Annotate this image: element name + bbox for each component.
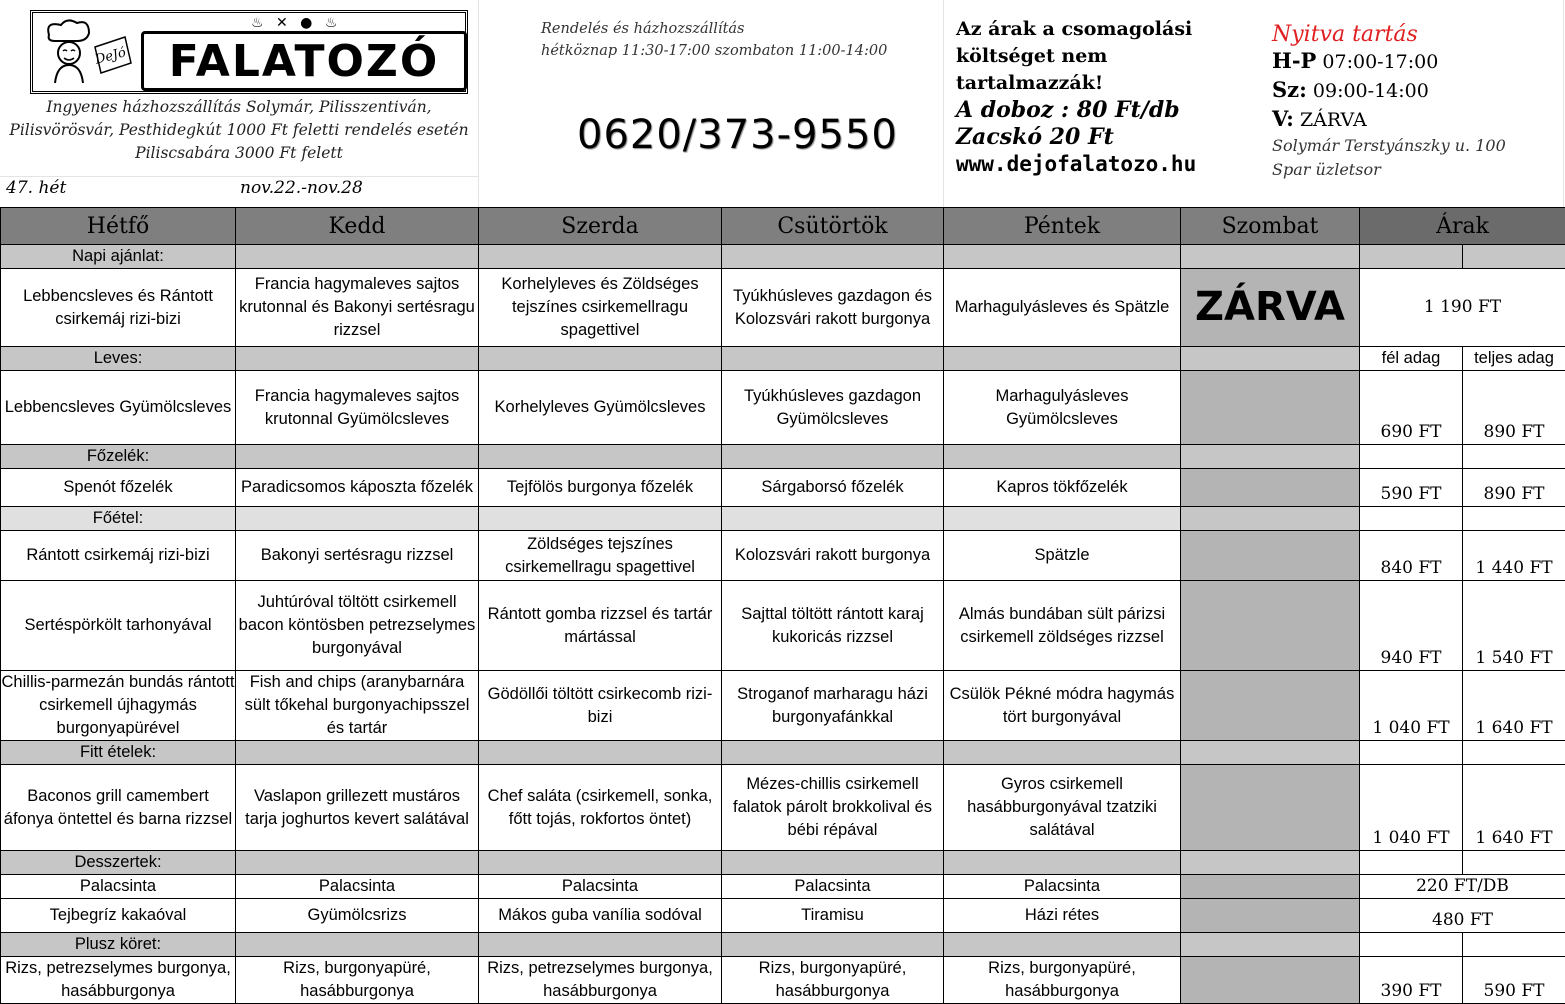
hours-day: H-P — [1272, 48, 1316, 73]
menu-item: Tiramisu — [722, 899, 944, 933]
hours-time: ZÁRVA — [1300, 109, 1367, 131]
menu-item: Tyúkhúsleves gazdagon Gyümölcsleves — [722, 371, 944, 445]
half-price: 1 040 FT — [1360, 671, 1463, 741]
opening-hours-title: Nyitva tartás — [1272, 22, 1506, 47]
menu-item: Francia hagymaleves sajtos krutonnal Gyümölcsleves — [236, 371, 479, 445]
menu-item: Gödöllői töltött csirkecomb rizi-bizi — [479, 671, 722, 741]
hours-time: 09:00-14:00 — [1313, 80, 1429, 102]
full-price: 1 540 FT — [1463, 581, 1565, 671]
menu-row — [1, 469, 1565, 507]
hours-row — [1272, 76, 1506, 105]
grid-line — [943, 0, 944, 207]
menu-item: Paradicsomos káposzta főzelék — [236, 469, 479, 507]
section-label: Napi ajánlat: — [1, 245, 236, 269]
menu-row — [1, 269, 1565, 347]
section-label: Főétel: — [1, 507, 236, 531]
menu-item: Mákos guba vanília sodóval — [479, 899, 722, 933]
section-row — [1, 933, 1565, 957]
menu-item: Gyümölcsrizs — [236, 899, 479, 933]
day-header: Hétfő — [1, 208, 236, 245]
packaging-note-line: költséget nem — [956, 43, 1196, 70]
menu-item: Juhtúróval töltött csirkemell bacon köntösben petrezselymes burgonyával — [236, 581, 479, 671]
menu-item: Lebbencsleves Gyümölcsleves — [1, 371, 236, 445]
menu-item: Fish and chips (aranybarnára sült tőkehal burgonyachipsszel és tartár — [236, 671, 479, 741]
menu-row — [1, 765, 1565, 851]
menu-item: Gyros csirkemell hasábburgonyával tzatziki salátával — [944, 765, 1181, 851]
menu-item: Rántott gomba rizzsel és tartár mártással — [479, 581, 722, 671]
order-title: Rendelés és házhozszállítás — [541, 18, 887, 40]
packaging-note — [956, 16, 1196, 178]
half-price: 590 FT — [1360, 469, 1463, 507]
menu-item: Stroganof marharagu házi burgonyafánkkal — [722, 671, 944, 741]
prices-header: Árak — [1360, 208, 1565, 245]
menu-item: Rizs, burgonyapüré, hasábburgonya — [236, 957, 479, 1004]
menu-item: Bakonyi sertésragu rizzsel — [236, 531, 479, 581]
weekly-menu-table — [0, 207, 1565, 1004]
menu-item: Palacsinta — [236, 875, 479, 899]
menu-item: Kapros tökfőzelék — [944, 469, 1181, 507]
hours-row — [1272, 105, 1506, 134]
menu-item: Palacsinta — [1, 875, 236, 899]
packaging-note-line: Az árak a csomagolási — [956, 16, 1196, 43]
half-price: 690 FT — [1360, 371, 1463, 445]
saturday-cell — [1181, 957, 1360, 1004]
day-header: Kedd — [236, 208, 479, 245]
full-price: 1 640 FT — [1463, 765, 1565, 851]
menu-item: Francia hagymaleves sajtos krutonnal és Bakonyi sertésragu rizzsel — [236, 269, 479, 347]
saturday-cell — [1181, 581, 1360, 671]
menu-item: Spätzle — [944, 531, 1181, 581]
section-row — [1, 347, 1565, 371]
grid-line — [0, 176, 478, 177]
half-portion-label: fél adag — [1360, 347, 1463, 371]
full-portion-label: teljes adag — [1463, 347, 1565, 371]
menu-row — [1, 899, 1565, 933]
full-price: 890 FT — [1463, 371, 1565, 445]
menu-item: Csülök Pékné módra hagymás tört burgonyával — [944, 671, 1181, 741]
phone-number: 0620/373-9550 — [577, 112, 898, 158]
price: 480 FT — [1360, 899, 1565, 933]
menu-item: Tejfölös burgonya főzelék — [479, 469, 722, 507]
section-row — [1, 445, 1565, 469]
menu-item: Marhagulyásleves és Spätzle — [944, 269, 1181, 347]
week-number: 47. hét — [6, 178, 66, 198]
section-row — [1, 851, 1565, 875]
menu-row — [1, 371, 1565, 445]
menu-item: Lebbencsleves és Rántott csirkemáj rizi-bizi — [1, 269, 236, 347]
saturday-cell — [1181, 765, 1360, 851]
menu-item: Rántott csirkemáj rizi-bizi — [1, 531, 236, 581]
packaging-note-line: tartalmazzák! — [956, 70, 1196, 97]
hours-row — [1272, 47, 1506, 76]
saturday-cell — [1181, 371, 1360, 445]
menu-row — [1, 581, 1565, 671]
menu-item: Marhagulyásleves Gyümölcsleves — [944, 371, 1181, 445]
week-date-range: nov.22.-nov.28 — [240, 178, 363, 198]
menu-item: Korhelyleves Gyümölcsleves — [479, 371, 722, 445]
section-label: Plusz köret: — [1, 933, 236, 957]
hours-time: 07:00-17:00 — [1322, 51, 1438, 73]
menu-item: Házi rétes — [944, 899, 1181, 933]
page-header — [0, 0, 1565, 207]
menu-row — [1, 875, 1565, 899]
menu-item: Kolozsvári rakott burgonya — [722, 531, 944, 581]
full-price: 1 440 FT — [1463, 531, 1565, 581]
section-label: Főzelék: — [1, 445, 236, 469]
menu-item: Baconos grill camembert áfonya öntettel és barna rizzsel — [1, 765, 236, 851]
full-price: 890 FT — [1463, 469, 1565, 507]
section-row — [1, 741, 1565, 765]
utensils-icon: ♨ ✕ ● ♨ — [251, 15, 341, 31]
menu-item: Korhelyleves és Zöldséges tejszínes csirkemellragu spagettivel — [479, 269, 722, 347]
logo — [30, 10, 468, 94]
menu-item: Vaslapon grillezett mustáros tarja joghurtos kevert salátával — [236, 765, 479, 851]
saturday-cell — [1181, 875, 1360, 899]
box-price: A doboz : 80 Ft/db — [956, 97, 1196, 124]
delivery-line: Ingyenes házhozszállítás Solymár, Pilisszentiván, — [0, 96, 478, 119]
menu-item: Almás bundában sült párizsi csirkemell zöldséges rizzsel — [944, 581, 1181, 671]
order-times: hétköznap 11:30-17:00 szombaton 11:00-14:00 — [541, 40, 887, 62]
day-header: Csütörtök — [722, 208, 944, 245]
half-price: 840 FT — [1360, 531, 1463, 581]
address — [1272, 134, 1506, 182]
saturday-cell — [1181, 469, 1360, 507]
menu-row — [1, 531, 1565, 581]
address-line: Spar üzletsor — [1272, 158, 1506, 182]
full-price: 1 640 FT — [1463, 671, 1565, 741]
menu-item: Palacsinta — [722, 875, 944, 899]
grid-line — [478, 0, 479, 207]
menu-row — [1, 957, 1565, 1004]
menu-item: Sajttal töltött rántott karaj kukoricás rizzsel — [722, 581, 944, 671]
menu-item: Spenót főzelék — [1, 469, 236, 507]
hours-day: Sz: — [1272, 77, 1307, 102]
delivery-line: Piliscsabára 3000 Ft felett — [0, 142, 478, 165]
delivery-info — [0, 96, 478, 165]
menu-item: Palacsinta — [479, 875, 722, 899]
saturday-closed: ZÁRVA — [1181, 269, 1360, 347]
address-line: Solymár Terstyánszky u. 100 — [1272, 134, 1506, 158]
menu-item: Sárgaborsó főzelék — [722, 469, 944, 507]
saturday-cell — [1181, 899, 1360, 933]
section-row — [1, 245, 1565, 269]
menu-item: Zöldséges tejszínes csirkemellragu spagettivel — [479, 531, 722, 581]
menu-item: Tyúkhúsleves gazdagon és Kolozsvári rakott burgonya — [722, 269, 944, 347]
menu-item: Rizs, burgonyapüré, hasábburgonya — [944, 957, 1181, 1004]
menu-item: Rizs, petrezselymes burgonya, hasábburgonya — [479, 957, 722, 1004]
day-header-row — [1, 208, 1565, 245]
half-price: 940 FT — [1360, 581, 1463, 671]
logo-main-text: FALATOZÓ — [141, 31, 467, 91]
saturday-cell — [1181, 531, 1360, 581]
grid-line — [1563, 0, 1564, 207]
saturday-cell — [1181, 671, 1360, 741]
day-header: Szerda — [479, 208, 722, 245]
opening-hours — [1272, 22, 1506, 182]
section-label: Leves: — [1, 347, 236, 371]
hours-day: V: — [1272, 106, 1294, 131]
menu-item: Rizs, burgonyapüré, hasábburgonya — [722, 957, 944, 1004]
logo-small-text: DeJó — [94, 45, 128, 68]
menu-row — [1, 671, 1565, 741]
full-price: 590 FT — [1463, 957, 1565, 1004]
menu-item: Mézes-chillis csirkemell falatok párolt brokkolival és bébi répával — [722, 765, 944, 851]
menu-item: Tejbegríz kakaóval — [1, 899, 236, 933]
menu-item: Chillis-parmezán bundás rántott csirkemell újhagymás burgonyapürével — [1, 671, 236, 741]
day-header: Szombat — [1181, 208, 1360, 245]
half-price: 390 FT — [1360, 957, 1463, 1004]
price: 1 190 FT — [1360, 269, 1565, 347]
menu-item: Sertéspörkölt tarhonyával — [1, 581, 236, 671]
menu-item: Palacsinta — [944, 875, 1181, 899]
day-header: Péntek — [944, 208, 1181, 245]
website-link[interactable]: www.dejofalatozo.hu — [956, 151, 1196, 178]
menu-item: Rizs, petrezselymes burgonya, hasábburgonya — [1, 957, 236, 1004]
bag-price: Zacskó 20 Ft — [956, 124, 1196, 151]
delivery-line: Pilisvörösvár, Pesthidegkút 1000 Ft feletti rendelés esetén — [0, 119, 478, 142]
section-label: Fitt ételek: — [1, 741, 236, 765]
section-label: Desszertek: — [1, 851, 236, 875]
price: 220 FT/DB — [1360, 875, 1565, 899]
half-price: 1 040 FT — [1360, 765, 1463, 851]
menu-item: Chef saláta (csirkemell, sonka, főtt tojás, rokfortos öntet) — [479, 765, 722, 851]
order-hours — [541, 18, 887, 62]
section-row — [1, 507, 1565, 531]
